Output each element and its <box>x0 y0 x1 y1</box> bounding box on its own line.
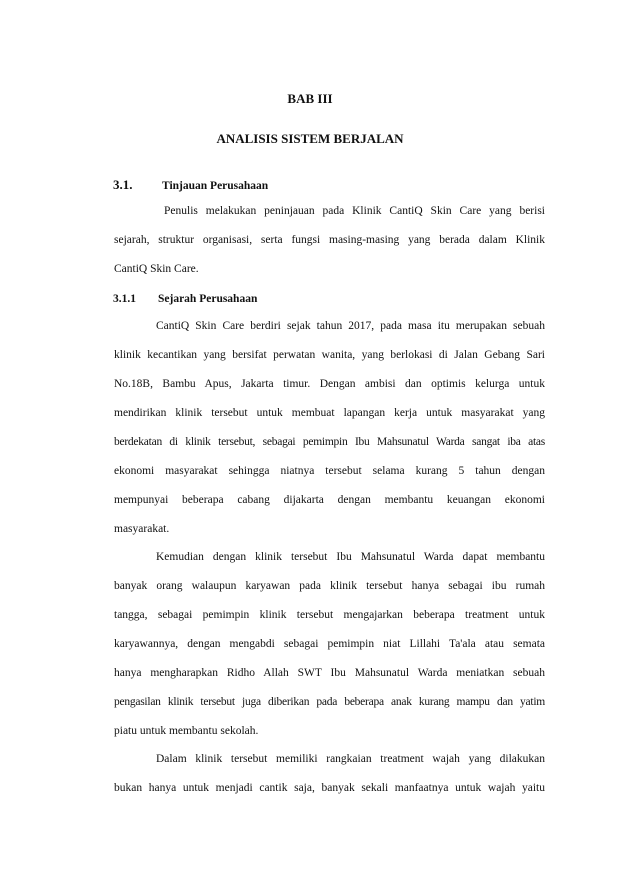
paragraph-line: Kemudian dengan klinik tersebut Ibu Mahsunatul Warda dapat membantu <box>156 551 545 563</box>
paragraph-line: karyawannya, dengan mengabdi sebagai pemimpin niat Lillahi Ta'ala atau semata <box>114 638 545 650</box>
paragraph-line: banyak orang walaupun karyawan pada klinik tersebut hanya sebagai ibu rumah <box>114 580 545 592</box>
paragraph-line: piatu untuk membantu sekolah. <box>114 725 259 737</box>
paragraph-line: No.18B, Bambu Apus, Jakarta timur. Dengan ambisi dan optimis kelurga untuk <box>114 378 545 390</box>
paragraph-line: CantiQ Skin Care berdiri sejak tahun 2017, pada masa itu merupakan sebuah <box>156 320 545 332</box>
paragraph-line: ekonomi masyarakat sehingga niatnya tersebut selama kurang 5 tahun dengan <box>114 465 545 477</box>
paragraph-line: masyarakat. <box>114 523 170 535</box>
section-title: Tinjauan Perusahaan <box>162 180 269 192</box>
paragraph-line: sejarah, struktur organisasi, serta fungsi masing-masing yang berada dalam Klinik <box>114 234 545 246</box>
subsection-heading <box>113 293 257 305</box>
paragraph-line: bukan hanya untuk menjadi cantik saja, banyak sekali manfaatnya untuk wajah yaitu <box>114 782 545 794</box>
chapter-title: ANALISIS SISTEM BERJALAN <box>216 131 404 146</box>
section-heading <box>113 177 268 193</box>
subsection-title: Sejarah Perusahaan <box>158 293 258 305</box>
paragraph-line: hanya mengharapkan Ridho Allah SWT Ibu Mahsunatul Warda meniatkan sebuah <box>114 667 545 679</box>
paragraph-line: Dalam klinik tersebut memiliki rangkaian treatment wajah yang dilakukan <box>156 753 545 765</box>
paragraph-line: Penulis melakukan peninjauan pada Klinik CantiQ Skin Care yang berisi <box>164 205 545 217</box>
section-number: 3.1. <box>113 177 133 192</box>
paragraph-line: berdekatan di klinik tersebut, sebagai pemimpin Ibu Mahsunatul Warda sangat iba atas <box>114 436 545 448</box>
paragraph-line: pengasilan klinik tersebut juga diberikan pada beberapa anak kurang mampu dan yatim <box>114 696 545 708</box>
chapter-heading: BAB III <box>287 91 333 106</box>
paragraph-line: CantiQ Skin Care. <box>114 263 199 275</box>
paragraph-line: mendirikan klinik tersebut untuk membuat lapangan kerja untuk masyarakat yang <box>114 407 545 419</box>
paragraph-line: mempunyai beberapa cabang dijakarta dengan membantu keuangan ekonomi <box>114 494 545 506</box>
paragraph-line: klinik kecantikan yang bersifat perwatan wanita, yang berlokasi di Jalan Gebang Sari <box>114 349 545 361</box>
subsection-number: 3.1.1 <box>113 293 136 305</box>
paragraph-line: tangga, sebagai pemimpin klinik tersebut mengajarkan beberapa treatment untuk <box>114 609 545 621</box>
